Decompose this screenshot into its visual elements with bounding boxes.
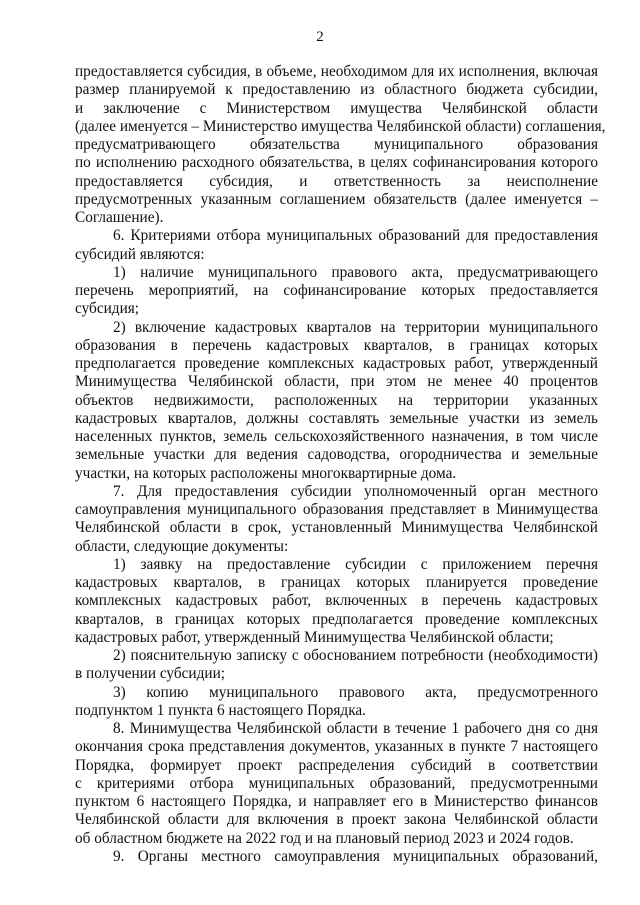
text-line: предусмотренных указанным соглашением обязательств (далее именуется – — [75, 190, 598, 208]
text-line: населенных пунктов, земель сельскохозяйственного назначения, в том числе — [75, 428, 598, 445]
text-line: предполагается проведение комплексных кадастровых работ, утвержденный — [75, 355, 598, 372]
text-line: с критериями отбора муниципальных образований, предусмотренными — [75, 774, 598, 792]
text-line: области, следующие документы: — [75, 537, 289, 555]
text-line: Минимущества Челябинской области, при этом не менее 40 процентов — [75, 373, 598, 391]
text-line: 3) копию муниципального правового акта, предусмотренного — [113, 683, 598, 701]
text-line: Порядка, формирует проект распределения субсидий в соответствии — [75, 756, 598, 774]
text-line: размер планируемой к предоставлению из областного бюджета субсидии, — [75, 81, 598, 99]
text-line: Челябинской области в срок, установленный Минимущества Челябинской — [75, 519, 598, 537]
text-line: субсидий являются: — [75, 245, 205, 263]
text-line: по исполнению расходного обязательства, в целях софинансирования которого — [75, 154, 598, 172]
page-number: 2 — [316, 29, 324, 45]
text-line: 8. Минимущества Челябинской области в течение 1 рабочего дня со дня — [113, 720, 598, 737]
text-line: предоставляется субсидия, в объеме, необходимом для их исполнения, включая — [75, 63, 598, 80]
text-line: кадастровых кварталов, должны составлять земельные участки из земель — [75, 409, 598, 427]
text-line: 2) включение кадастровых кварталов на территории муниципального — [113, 318, 598, 336]
text-line: образования в перечень кадастровых кварталов, в границах которых — [75, 336, 598, 354]
text-line: кадастровых работ, утвержденный Минимущества Челябинской области; — [75, 628, 554, 646]
text-line: предусматривающего обязательства муниципального образования — [75, 136, 598, 153]
text-line: 6. Критериями отбора муниципальных образований для предоставления — [113, 227, 598, 245]
text-line: кварталов, в границах которых предполагается проведение комплексных — [75, 610, 598, 628]
text-line: земельные участки для ведения садоводства, огородничества и земельные — [75, 446, 598, 464]
text-line: Соглашение). — [75, 209, 164, 226]
text-line: подпунктом 1 пункта 6 настоящего Порядка. — [75, 701, 367, 719]
text-line: пунктом 6 настоящего Порядка, и направляет его в Министерство финансов — [75, 793, 598, 810]
text-line: кадастровых кварталов, в границах которых планируется проведение — [75, 574, 598, 591]
text-line: 9. Органы местного самоуправления муниципальных образований, — [113, 847, 598, 865]
text-line: предоставляется субсидия, и ответственность за неисполнение — [75, 172, 598, 190]
text-line: (далее именуется – Министерство имущества Челябинской области) соглашения, — [75, 117, 606, 135]
text-line: 1) заявку на предоставление субсидии с приложением перечня — [113, 555, 598, 573]
text-line: субсидия; — [75, 300, 140, 318]
text-line: Челябинской области для включения в проект закона Челябинской области — [75, 811, 598, 829]
text-line: участки, на которых расположены многоквартирные дома. — [75, 464, 457, 482]
text-line: объектов недвижимости, расположенных на территории указанных — [75, 391, 598, 409]
text-line: перечень мероприятий, на софинансирование которых предоставляется — [75, 282, 598, 299]
text-line: 7. Для предоставления субсидии уполномоченный орган местного — [113, 482, 598, 500]
text-line: в получении субсидии; — [75, 665, 226, 683]
text-line: и заключение с Министерством имущества Челябинской области — [75, 99, 598, 117]
document-body — [75, 63, 606, 866]
text-line: 1) наличие муниципального правового акта, предусматривающего — [113, 263, 598, 281]
text-line: окончания срока представления документов, указанных в пункте 7 настоящего — [75, 738, 598, 756]
text-line: 2) пояснительную записку с обоснованием потребности (необходимости) — [113, 647, 598, 664]
text-line: об областном бюджете на 2022 год и на плановый период 2023 и 2024 годов. — [75, 829, 574, 847]
text-line: комплексных кадастровых работ, включенных в перечень кадастровых — [75, 592, 598, 610]
text-line: самоуправления муниципального образования представляет в Минимущества — [75, 501, 598, 518]
